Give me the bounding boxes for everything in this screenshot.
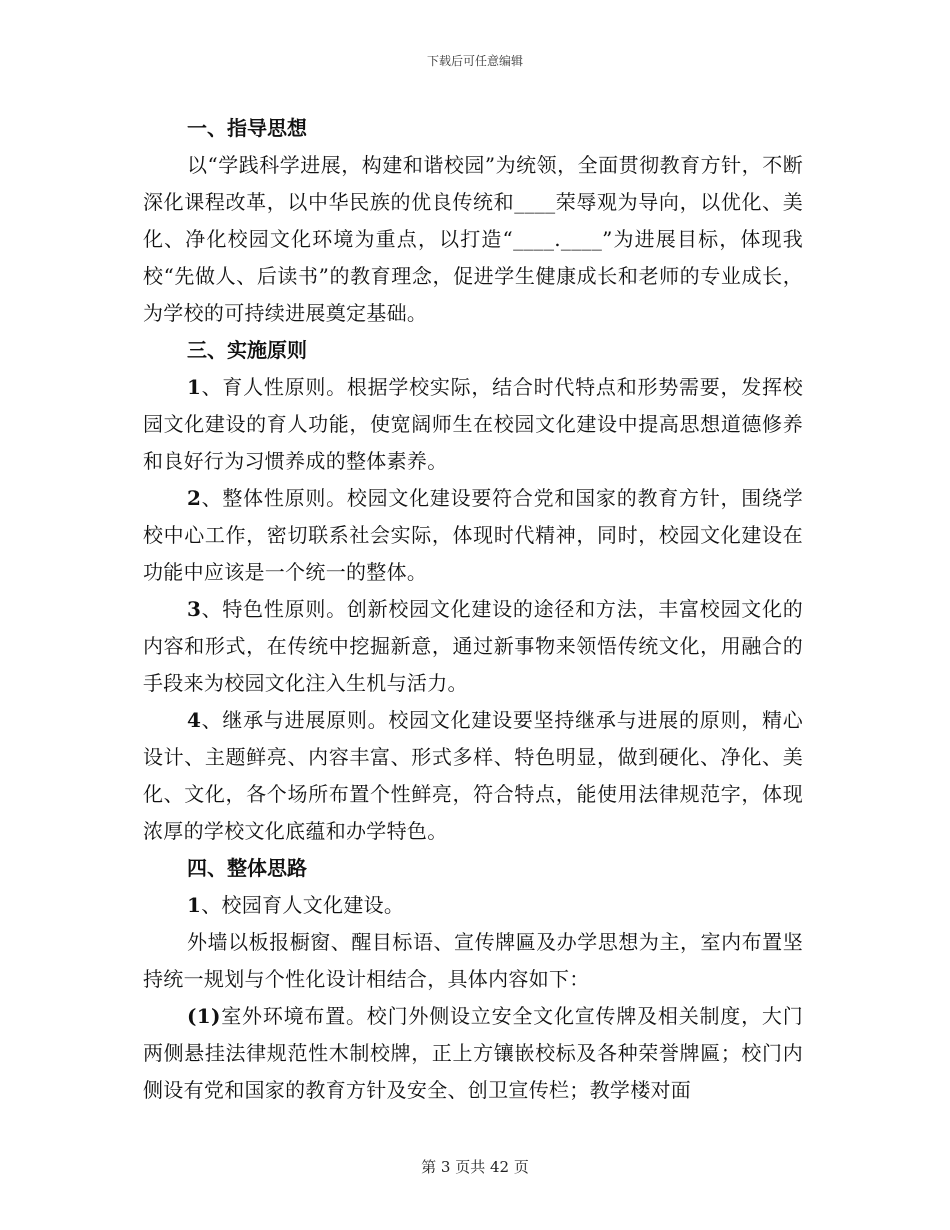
paragraph-text: 、整体性原则。校园文化建设要符合党和国家的教育方针，围绕学校中心工作，密切联系社会实际，体现时代精神，同时，校园文化建设在功能中应该是一个统一的整体。 (143, 486, 803, 584)
section-heading-guiding-thought: 一、指导思想 (187, 116, 307, 140)
paragraph-text: 、特色性原则。创新校园文化建设的途径和方法，丰富校园文化的内容和形式，在传统中挖掘新意，通过新事物来领悟传统文化，用融合的手段来为校园文化注入生机与活力。 (143, 597, 803, 695)
paragraph-text: 、继承与进展原则。校园文化建设要坚持继承与进展的原则，精心设计、主题鲜亮、内容丰富、形式多样、特色明显，做到硬化、净化、美化、文化，各个场所布置个性鲜亮，符合特点，能使用法律规范字，体现浓厚的学校文化底蕴和办学特色。 (143, 708, 803, 843)
paragraph-text: 、育人性原则。根据学校实际，结合时代特点和形势需要，发挥校园文化建设的育人功能，使宽阔师生在校园文化建设中提高思想道德修养和良好行为习惯养成的整体素养。 (143, 375, 803, 473)
list-number: (1) (187, 1004, 221, 1028)
paragraph-approach-intro: 外墙以板报橱窗、醒目标语、宣传牌匾及办学思想为主，室内布置坚持统一规划与个性化设计相结合，具体内容如下： (143, 930, 803, 991)
paragraph-text: 室外环境布置。校门外侧设立安全文化宣传牌及相关制度，大门两侧悬挂法律规范性木制校牌，正上方镶嵌校标及各种荣誉牌匾；校门内侧设有党和国家的教育方针及安全、创卫宣传栏；教学楼对面 (143, 1004, 803, 1102)
page-header: 下载后可任意编辑 (426, 54, 523, 68)
list-number: 1 (187, 375, 202, 399)
paragraph-principle-1 (143, 369, 803, 480)
page-footer: 第 3 页共 42 页 (421, 1158, 529, 1176)
paragraph-principle-3 (143, 591, 803, 702)
paragraph-guiding-thought: 以“学践科学进展，构建和谐校园”为统领，全面贯彻教育方针，不断深化课程改革，以中华民族的优良传统和____荣辱观为导向，以优化、美化、净化校园文化环境为重点，以打造“____.____”为进展目标，体现我校“先做人、后读书”的教育理念，促进学生健康成长和老师的专业成长，为学校的可持续进展奠定基础。 (143, 153, 803, 325)
paragraph-text: 、校园育人文化建设。 (201, 893, 405, 917)
paragraph-approach-1 (143, 887, 803, 924)
list-number: 1 (187, 893, 202, 917)
document-body (143, 110, 803, 1109)
list-number: 2 (187, 486, 202, 510)
list-number: 3 (187, 597, 202, 621)
section-heading-principles: 三、实施原则 (187, 338, 307, 362)
list-number: 4 (187, 708, 202, 732)
paragraph-principle-2 (143, 480, 803, 591)
paragraph-outdoor-layout (143, 998, 803, 1109)
paragraph-principle-4 (143, 702, 803, 850)
section-heading-overall-approach: 四、整体思路 (187, 856, 307, 880)
